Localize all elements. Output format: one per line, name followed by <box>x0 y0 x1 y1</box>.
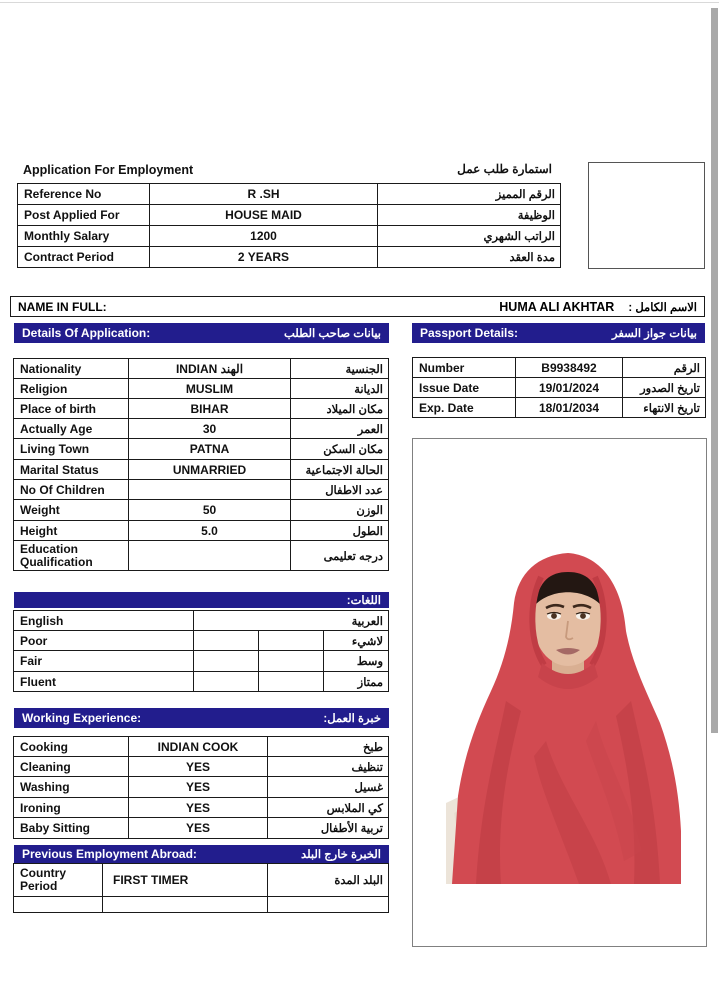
row-arabic-cell: الرقم <box>623 358 706 378</box>
row-empty-cell <box>103 897 268 913</box>
row-value-cell: 1200 <box>150 226 378 247</box>
row-value-cell <box>129 480 291 500</box>
row-label-cell: Fluent <box>14 672 194 692</box>
table-row <box>14 480 389 500</box>
details-table <box>13 358 389 571</box>
row-value-cell: YES <box>129 798 268 818</box>
row-arabic-cell: تاريخ الانتهاء <box>623 398 706 418</box>
table-row <box>14 399 389 419</box>
name-in-full-row <box>10 296 705 317</box>
row-label-cell: Issue Date <box>413 378 516 398</box>
row-label-cell: Height <box>14 521 129 541</box>
row-empty-cell <box>194 651 259 672</box>
name-label-ar: الاسم الكامل : <box>628 301 697 314</box>
row-value-cell: UNMARRIED <box>129 460 291 480</box>
passport-header-en: Passport Details: <box>420 326 519 340</box>
row-arabic-cell: غسيل <box>268 777 389 798</box>
table-row <box>14 798 389 818</box>
table-row <box>413 378 706 398</box>
table-row <box>14 419 389 439</box>
row-value-cell: HOUSE MAID <box>150 205 378 226</box>
table-row <box>14 611 389 631</box>
row-label-cell: Religion <box>14 379 129 399</box>
row-arabic-cell: وسط <box>324 651 389 672</box>
row-arabic-cell: لاشيء <box>324 631 389 651</box>
details-header-ar: بيانات صاحب الطلب <box>284 328 381 340</box>
languages-header-ar: اللغات: <box>346 595 381 607</box>
row-label-cell: Baby Sitting <box>14 818 129 839</box>
table-row <box>18 184 561 205</box>
row-empty-cell <box>194 672 259 692</box>
row-arabic-cell: الجنسية <box>291 359 389 379</box>
row-arabic-cell: الطول <box>291 521 389 541</box>
previous-employment-table <box>13 863 389 913</box>
row-label-cell: Contract Period <box>18 247 150 268</box>
row-label-cell: English <box>14 611 194 631</box>
row-label-cell: No Of Children <box>14 480 129 500</box>
row-label-cell: Weight <box>14 500 129 521</box>
table-row <box>14 521 389 541</box>
row-arabic-cell: الوزن <box>291 500 389 521</box>
row-value-cell: B9938492 <box>516 358 623 378</box>
row-empty-cell <box>259 651 324 672</box>
table-row <box>14 777 389 798</box>
table-row <box>14 359 389 379</box>
table-row <box>18 247 561 268</box>
row-value-cell: MUSLIM <box>129 379 291 399</box>
row-value-cell: INDIAN COOK <box>129 737 268 757</box>
row-value-cell: 30 <box>129 419 291 439</box>
table-row <box>14 439 389 460</box>
row-label-cell: Number <box>413 358 516 378</box>
row-value-cell <box>129 541 291 571</box>
passport-header-ar: بيانات جواز السفر <box>611 328 697 340</box>
table-row <box>14 818 389 839</box>
row-arabic-cell: عدد الاطفال <box>291 480 389 500</box>
table-row <box>413 358 706 378</box>
row-arabic-cell: العربية <box>194 611 389 631</box>
row-arabic-cell: تنظيف <box>268 757 389 777</box>
passport-table <box>412 357 706 418</box>
row-arabic-cell: مكان الميلاد <box>291 399 389 419</box>
previous-employment-header-en: Previous Employment Abroad: <box>22 847 197 861</box>
row-label-cell: Ironing <box>14 798 129 818</box>
form-title-en: Application For Employment <box>23 163 194 177</box>
table-row <box>14 757 389 777</box>
row-value-cell: YES <box>129 757 268 777</box>
languages-table <box>13 610 389 692</box>
row-label-cell: Nationality <box>14 359 129 379</box>
details-header-bar <box>14 323 389 343</box>
row-label-cell: Cooking <box>14 737 129 757</box>
row-arabic-cell: الحالة الاجتماعية <box>291 460 389 480</box>
row-arabic-cell: الراتب الشهري <box>378 226 561 247</box>
previous-employment-header-ar: الخبرة خارج البلد <box>301 849 381 861</box>
applicant-photo-box <box>412 438 707 947</box>
table-row <box>18 205 561 226</box>
table-row <box>14 651 389 672</box>
row-label-cell: Education Qualification <box>14 541 129 571</box>
photo-placeholder-box <box>588 162 705 269</box>
row-arabic-cell: طبخ <box>268 737 389 757</box>
row-arabic-cell: البلد المدة <box>268 864 389 897</box>
row-arabic-cell: الديانة <box>291 379 389 399</box>
passport-header-bar <box>412 323 705 343</box>
table-row <box>14 541 389 571</box>
row-label-cell: Poor <box>14 631 194 651</box>
name-value: HUMA ALI AKHTAR <box>499 299 615 314</box>
experience-header-ar: خبرة العمل: <box>323 713 381 725</box>
row-empty-cell <box>194 631 259 651</box>
applicant-photo <box>446 551 681 884</box>
table-row <box>14 897 389 913</box>
row-arabic-cell: تاريخ الصدور <box>623 378 706 398</box>
row-arabic-cell: الوظيفة <box>378 205 561 226</box>
table-row <box>14 379 389 399</box>
row-value-cell: R .SH <box>150 184 378 205</box>
row-value-cell: YES <box>129 818 268 839</box>
row-value-cell: 18/01/2034 <box>516 398 623 418</box>
row-label-cell: Washing <box>14 777 129 798</box>
table-row <box>413 398 706 418</box>
name-label-en: NAME IN FULL: <box>18 299 107 314</box>
row-label-cell: Place of birth <box>14 399 129 419</box>
row-label-cell: Monthly Salary <box>18 226 150 247</box>
row-arabic-cell: درجه تعليمى <box>291 541 389 571</box>
row-value-cell: 2 YEARS <box>150 247 378 268</box>
row-empty-cell <box>259 631 324 651</box>
row-label-cell: Exp. Date <box>413 398 516 418</box>
row-arabic-cell: مدة العقد <box>378 247 561 268</box>
row-arabic-cell: ممتاز <box>324 672 389 692</box>
row-empty-cell <box>268 897 389 913</box>
row-arabic-cell: الرقم المميز <box>378 184 561 205</box>
experience-table <box>13 736 389 839</box>
row-label-cell: Cleaning <box>14 757 129 777</box>
row-label-cell: Post Applied For <box>18 205 150 226</box>
row-arabic-cell: العمر <box>291 419 389 439</box>
row-label-cell: Fair <box>14 651 194 672</box>
row-empty-cell <box>14 897 103 913</box>
row-label-cell: Living Town <box>14 439 129 460</box>
table-row <box>14 737 389 757</box>
languages-header-bar <box>14 592 389 608</box>
form-title-ar: استمارة طلب عمل <box>457 162 552 176</box>
row-value-cell: FIRST TIMER <box>103 864 268 897</box>
experience-header-bar <box>14 708 389 728</box>
row-label-cell: Marital Status <box>14 460 129 480</box>
table-row <box>14 500 389 521</box>
row-value-cell: 19/01/2024 <box>516 378 623 398</box>
row-arabic-cell: كي الملابس <box>268 798 389 818</box>
row-label-cell: Reference No <box>18 184 150 205</box>
previous-employment-header-bar <box>14 845 389 863</box>
row-empty-cell <box>259 672 324 692</box>
table-row <box>14 631 389 651</box>
table-row <box>18 226 561 247</box>
row-label-cell: Actually Age <box>14 419 129 439</box>
row-arabic-cell: مكان السكن <box>291 439 389 460</box>
row-value-cell: 50 <box>129 500 291 521</box>
row-value-cell: 5.0 <box>129 521 291 541</box>
row-label-cell: Country Period <box>14 864 103 897</box>
scrollbar-thumb[interactable] <box>711 8 718 733</box>
table-row <box>14 460 389 480</box>
row-value-cell: INDIAN الهند <box>129 359 291 379</box>
experience-header-en: Working Experience: <box>22 711 142 725</box>
top-info-table <box>17 183 561 268</box>
table-row <box>14 672 389 692</box>
page-top-edge <box>0 2 719 3</box>
row-value-cell: BIHAR <box>129 399 291 419</box>
row-value-cell: YES <box>129 777 268 798</box>
table-row <box>14 864 389 897</box>
row-arabic-cell: تربية الأطفال <box>268 818 389 839</box>
details-header-en: Details Of Application: <box>22 326 151 340</box>
row-value-cell: PATNA <box>129 439 291 460</box>
